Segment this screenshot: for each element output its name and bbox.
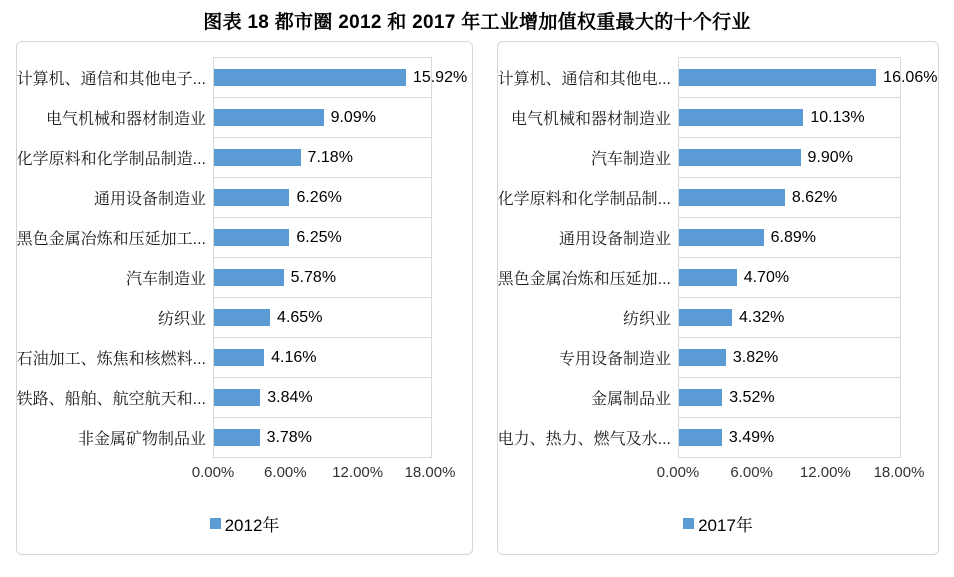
- category-label: 汽车制造业: [590, 150, 671, 168]
- category-label: 通用设备制造业: [93, 190, 206, 208]
- bar: [214, 189, 289, 206]
- value-label: 3.52%: [729, 388, 775, 406]
- x-tick-label: 12.00%: [799, 464, 851, 481]
- bar: [679, 109, 803, 126]
- chart-panel-2012: [16, 41, 473, 555]
- chart-panel-2017: [497, 41, 939, 555]
- category-axis: [17, 57, 213, 458]
- bar: [679, 389, 722, 406]
- x-tick-label: 12.00%: [332, 464, 384, 481]
- legend-label: 2017年: [698, 516, 753, 535]
- category-band: [214, 418, 431, 458]
- x-axis-2017: [656, 464, 925, 484]
- category-label: 金属制品业: [590, 390, 671, 408]
- legend-label: 2012年: [224, 516, 280, 535]
- x-tick-label: 0.00%: [191, 464, 235, 481]
- value-label: 6.26%: [296, 188, 342, 206]
- value-label: 3.82%: [732, 348, 779, 366]
- value-label: 5.78%: [290, 268, 337, 286]
- category-band: [214, 338, 431, 378]
- category-band: [214, 98, 431, 138]
- figure-title: 图表 18 都市圈 2012 和 2017 年工业增加值权重最大的十个行业: [203, 12, 751, 33]
- category-band: [214, 58, 468, 98]
- category-label: 黑色金属冶炼和压延加...: [498, 270, 671, 288]
- category-band: [214, 218, 431, 258]
- category-label: 纺织业: [157, 310, 206, 328]
- category-band: [214, 258, 431, 298]
- value-label: 6.89%: [770, 228, 816, 246]
- value-label: 15.92%: [412, 68, 468, 86]
- category-label: 化学原料和化学制品制...: [498, 190, 671, 208]
- category-band: [679, 138, 900, 178]
- value-label: 8.62%: [791, 188, 838, 206]
- category-label: 铁路、船舶、航空航天和...: [17, 390, 206, 408]
- value-label: 4.32%: [739, 308, 785, 326]
- category-label: 通用设备制造业: [558, 230, 671, 248]
- category-band: [214, 298, 431, 338]
- plot-grid: [678, 57, 938, 458]
- category-label: 电力、热力、燃气及水...: [498, 430, 671, 448]
- x-tick-label: 6.00%: [730, 464, 773, 481]
- value-label: 4.16%: [271, 348, 317, 366]
- value-label: 4.70%: [743, 268, 790, 286]
- category-label: 专用设备制造业: [558, 350, 671, 368]
- plot-area-2017: [498, 57, 938, 458]
- bar: [214, 269, 284, 286]
- value-label: 6.25%: [296, 228, 342, 246]
- bar: [214, 389, 260, 406]
- value-label: 3.49%: [728, 428, 775, 446]
- value-label: 3.84%: [267, 388, 313, 406]
- bar: [214, 429, 260, 446]
- bar: [214, 309, 270, 326]
- category-band: [679, 218, 900, 258]
- bar: [214, 229, 289, 246]
- bar: [214, 149, 301, 166]
- value-label: 10.13%: [810, 108, 865, 126]
- category-band: [214, 138, 431, 178]
- bar: [679, 349, 726, 366]
- x-axis-2012: [191, 464, 456, 484]
- bar: [214, 109, 324, 126]
- category-label: 电气机械和器材制造业: [510, 110, 671, 128]
- bar: [679, 229, 764, 246]
- x-tick-label: 0.00%: [656, 464, 700, 481]
- value-label: 4.65%: [277, 308, 323, 326]
- category-band: [679, 338, 900, 378]
- category-label: 计算机、通信和其他电子...: [17, 70, 206, 88]
- category-band: [679, 98, 900, 138]
- x-tick-label: 6.00%: [264, 464, 307, 481]
- category-label: 黑色金属冶炼和压延加工...: [17, 230, 206, 248]
- category-band: [679, 178, 900, 218]
- category-axis: [498, 57, 678, 458]
- bar: [679, 429, 722, 446]
- category-band: [679, 378, 900, 418]
- bar: [679, 149, 801, 166]
- plot-grid: [213, 57, 468, 458]
- legend-2017: [498, 511, 938, 536]
- value-label: 16.06%: [883, 68, 938, 86]
- value-label: 9.09%: [330, 108, 376, 126]
- bar: [214, 349, 264, 366]
- value-label: 7.18%: [307, 148, 353, 166]
- bar: [679, 189, 785, 206]
- bar: [214, 69, 406, 86]
- category-label: 石油加工、炼焦和核燃料...: [17, 350, 206, 368]
- x-tick-label: 18.00%: [873, 464, 925, 481]
- category-band: [679, 418, 900, 458]
- legend-marker-icon: [210, 518, 221, 529]
- category-label: 计算机、通信和其他电...: [498, 70, 671, 88]
- category-label: 电气机械和器材制造业: [45, 110, 206, 128]
- category-label: 纺织业: [622, 310, 671, 328]
- category-band: [679, 258, 900, 298]
- bar: [679, 309, 732, 326]
- category-band: [214, 178, 431, 218]
- legend-2012: [17, 511, 472, 536]
- value-label: 9.90%: [807, 148, 853, 166]
- category-label: 非金属矿物制品业: [77, 430, 206, 448]
- value-label: 3.78%: [266, 428, 312, 446]
- category-band: [679, 298, 900, 338]
- bar: [679, 69, 876, 86]
- category-label: 汽车制造业: [125, 270, 206, 288]
- legend-marker-icon: [683, 518, 694, 529]
- plot-area-2012: [17, 57, 472, 458]
- x-tick-label: 18.00%: [404, 464, 456, 481]
- category-label: 化学原料和化学制品制造...: [17, 150, 206, 168]
- bar: [679, 269, 737, 286]
- category-band: [214, 378, 431, 418]
- category-band: [679, 58, 938, 98]
